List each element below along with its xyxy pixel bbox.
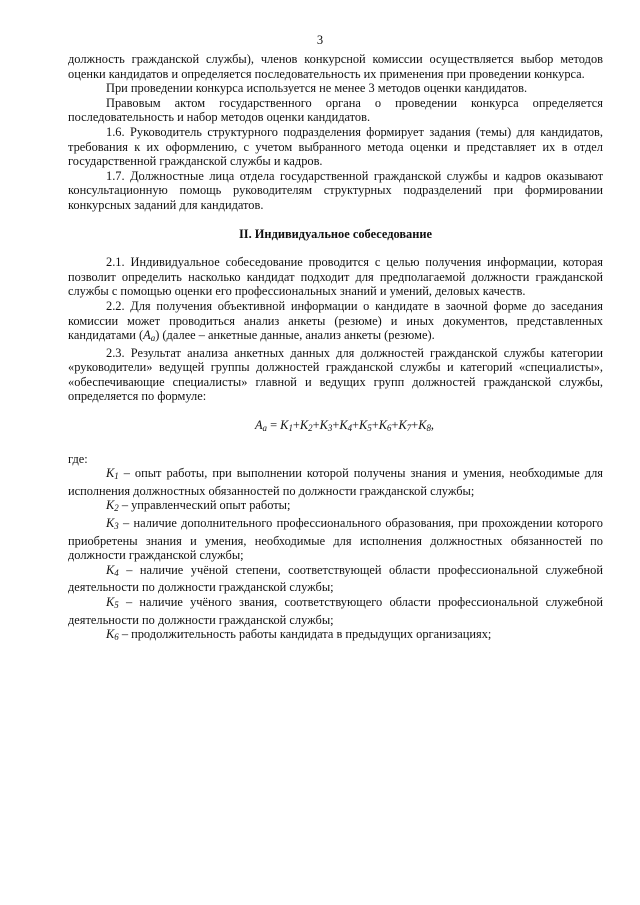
paragraph-2-1: 2.1. Индивидуальное собеседование проводится с целью получения информации, которая позволит определить насколько кандидат подходит для предполагаемой должности гражданской службы с помощью оценки его профессиональных знаний и умений, деловых качеств. — [68, 255, 603, 299]
paragraph-continuation: должность гражданской службы), членов конкурсной комиссии осуществляется выбор методов оценки кандидатов и определяется последовательность их применения при проведении конкурса. — [68, 52, 603, 81]
definition-k5 — [68, 595, 603, 627]
formula-term-subscript: 6 — [387, 423, 392, 434]
formula — [68, 418, 603, 436]
definition-k3 — [68, 516, 603, 563]
paragraph-1-6: 1.6. Руководитель структурного подразделения формирует задания (темы) для кандидатов, требования к их оформлению, с учетом выбранного метода оценки и представляет их в отдел государственной гражданской службы и кадров. — [68, 124, 603, 169]
formula-term-symbol: K — [299, 418, 309, 433]
definition-k6 — [68, 627, 603, 645]
definition-subscript: 4 — [114, 567, 119, 578]
formula-term-k4 — [339, 418, 352, 432]
variable-symbol: A — [143, 328, 151, 343]
formula-term-k6 — [379, 418, 392, 432]
definition-k1 — [68, 466, 603, 498]
formula-term-k3 — [320, 418, 333, 432]
formula-term-symbol: K — [280, 418, 289, 433]
definition-k2 — [68, 498, 603, 516]
formula-term-k7 — [398, 418, 411, 432]
paragraph-methods-count: При проведении конкурса используется не менее 3 методов оценки кандидатов. — [106, 81, 528, 96]
paragraph-2-2-text-before: 2.2. Для получения объективной информации о кандидате в заочной форме до заседания комиссии может проводиться анализ анкеты (резюме) и иных документов, представленных кандидатами ( — [68, 298, 603, 343]
definition-variable — [106, 516, 119, 530]
definition-variable — [106, 498, 119, 512]
definition-text: – продолжительность работы кандидата в предыдущих организациях; — [118, 627, 492, 642]
formula-term-k2 — [300, 418, 313, 432]
formula-term-symbol: K — [339, 418, 348, 433]
formula-trail: , — [430, 418, 435, 433]
definition-symbol: K — [106, 516, 115, 531]
formula-term-subscript: 3 — [327, 423, 333, 434]
definition-subscript: 6 — [114, 632, 119, 643]
definition-text: – наличие дополнительного профессионального образования, при прохождении которого приобретены знания и умения, необходимые для исполнения должностных обязанностей по должности гражданской службы; — [68, 516, 603, 563]
where-label: где: — [68, 451, 88, 466]
definition-text: – управленческий опыт работы; — [118, 498, 291, 513]
formula-term-symbol: K — [359, 418, 368, 433]
formula-term-subscript: 2 — [308, 423, 313, 434]
formula-lhs-subscript: a — [262, 423, 267, 434]
section-heading: II. Индивидуальное собеседование — [238, 226, 433, 241]
definition-variable — [106, 563, 119, 577]
definition-subscript: 2 — [114, 503, 119, 514]
paragraph-2-3: 2.3. Результат анализа анкетных данных для должностей гражданской службы категории «руководители» ведущей группы должностей гражданской службы и категорий «специалисты», «обеспечивающие специалисты» главной и ведущих групп должностей гражданской службы, определяется по формуле: — [68, 345, 603, 404]
formula-term-symbol: K — [378, 418, 388, 433]
formula-plus: + — [391, 418, 399, 433]
paragraph-legal-act: Правовым актом государственного органа о проведении конкурса определяется последовательность и набор методов оценки кандидатов. — [68, 95, 603, 125]
definition-symbol: K — [106, 627, 115, 642]
page-content — [68, 52, 603, 645]
definition-text: – наличие учёного звания, соответствующего области профессиональной служебной деятельности по должности гражданской службы; — [68, 595, 603, 627]
paragraph-2-2-text-after: ) (далее – анкетные данные, анализ анкеты (резюме). — [155, 328, 435, 343]
formula-term-subscript: 7 — [406, 423, 412, 434]
definition-symbol: K — [106, 466, 115, 481]
definition-k4 — [68, 563, 603, 595]
definition-variable — [106, 466, 119, 480]
formula-term-symbol: K — [398, 418, 407, 433]
formula-term-symbol: K — [418, 418, 427, 433]
formula-term-subscript: 8 — [426, 423, 431, 434]
formula-term-symbol: K — [319, 418, 328, 433]
definition-symbol: K — [106, 595, 115, 609]
definition-subscript: 5 — [114, 600, 119, 610]
formula-term-subscript: 4 — [347, 423, 353, 434]
formula-plus: + — [332, 418, 340, 433]
definition-variable — [106, 595, 119, 609]
formula-terms — [280, 418, 431, 432]
definitions-list — [68, 466, 603, 645]
formula-lhs-symbol: A — [254, 418, 263, 433]
formula-term-subscript: 1 — [288, 423, 293, 434]
variable-a-a — [143, 328, 155, 342]
definition-subscript: 1 — [114, 471, 119, 482]
definition-text: – опыт работы, при выполнении которой получены знания и умения, необходимые для исполнения должностных обязанностей по должности гражданской службы; — [68, 466, 603, 498]
formula-plus: + — [312, 418, 320, 433]
page-number: 3 — [316, 33, 324, 47]
formula-term-k8 — [418, 418, 431, 432]
formula-lhs — [255, 418, 267, 432]
formula-plus: + — [352, 418, 360, 433]
formula-plus: + — [292, 418, 300, 433]
formula-term-k1 — [280, 418, 293, 432]
definition-symbol: K — [106, 498, 115, 513]
definition-symbol: K — [106, 562, 115, 577]
formula-term-subscript: 5 — [367, 423, 372, 434]
paragraph-1-7: 1.7. Должностные лица отдела государственной гражданской службы и кадров оказывают консультационную помощь руководителям структурных подразделений при формировании конкурсных заданий для кандидатов. — [68, 168, 603, 212]
formula-term-k5 — [359, 418, 372, 432]
paragraph-2-2 — [68, 299, 603, 346]
formula-plus: + — [411, 418, 419, 433]
definition-variable — [106, 627, 119, 641]
definition-subscript: 3 — [114, 521, 119, 532]
formula-equals: = — [266, 418, 281, 433]
definition-text: – наличие учёной степени, соответствующей области профессиональной служебной деятельности по должности гражданской службы; — [68, 562, 603, 595]
variable-subscript: a — [150, 333, 156, 344]
formula-plus: + — [371, 418, 379, 433]
